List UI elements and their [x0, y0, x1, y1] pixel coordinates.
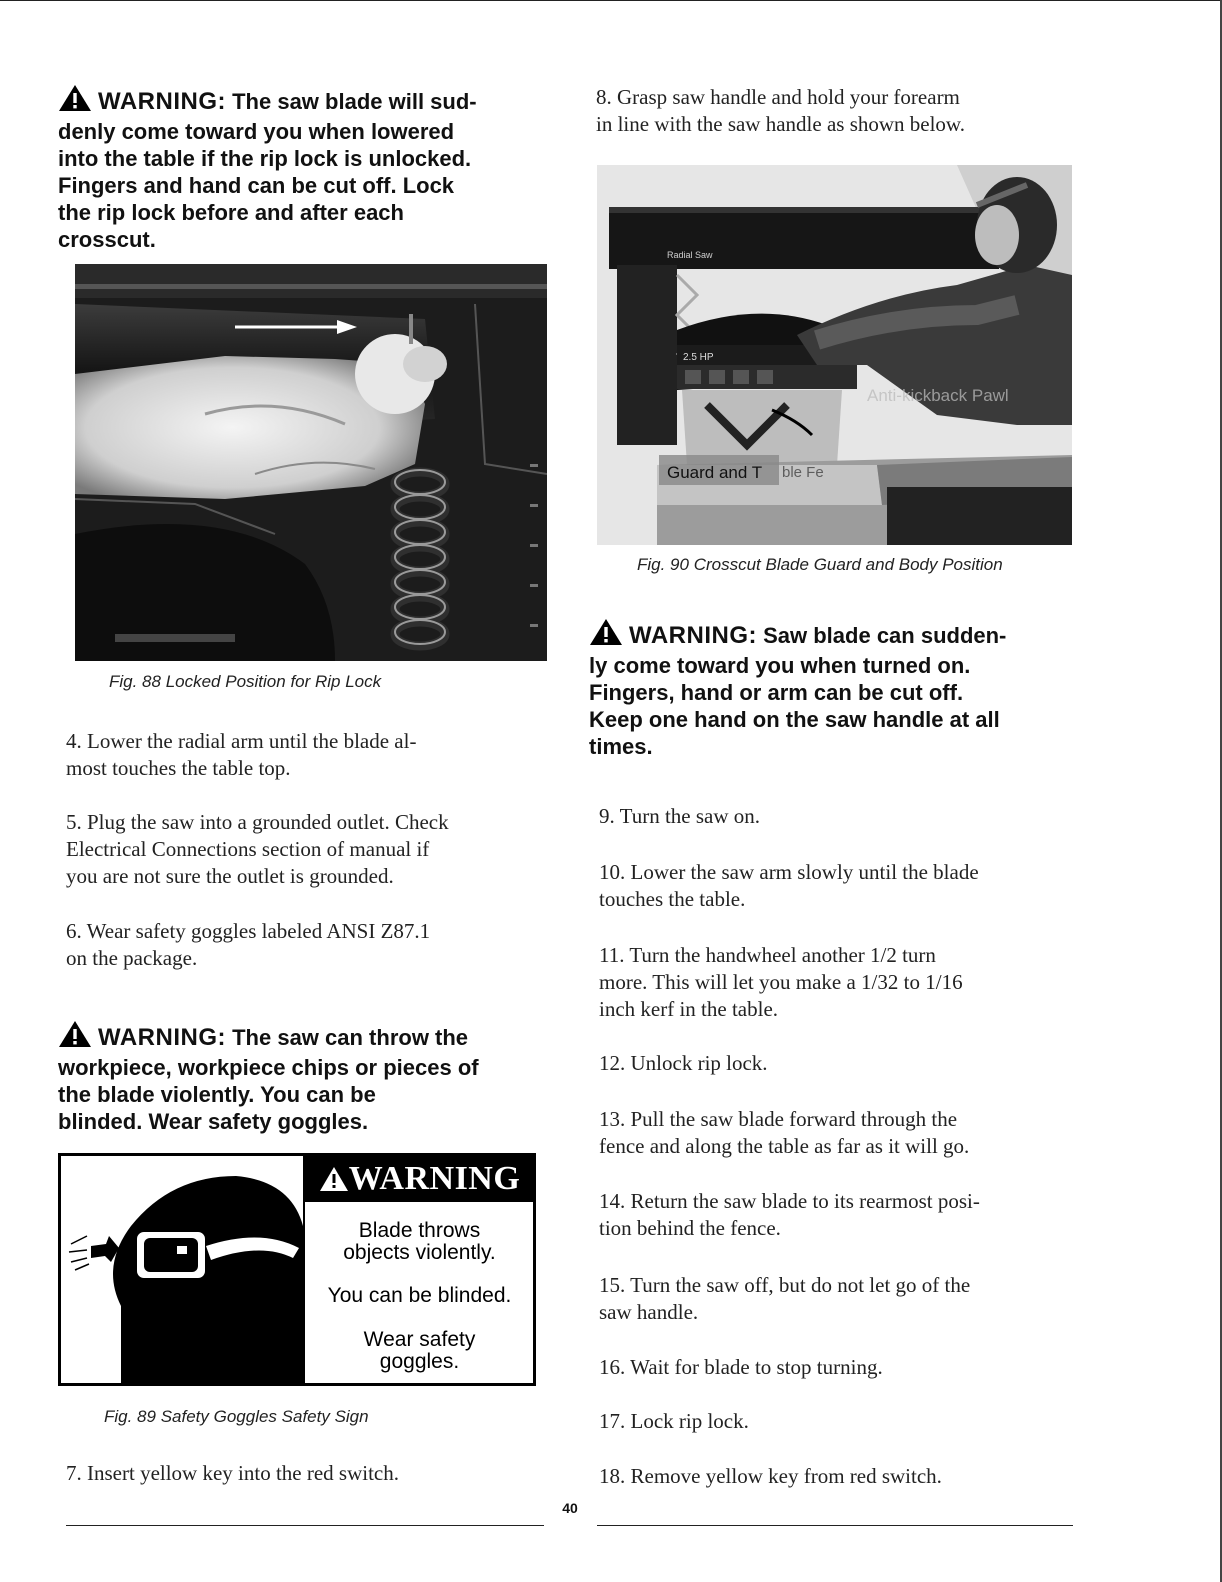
warning-line: The saw blade will sud-	[232, 89, 477, 114]
step-line: 12. Unlock rip lock.	[599, 1051, 768, 1075]
step-line: 7. Insert yellow key into the red switch.	[66, 1461, 400, 1485]
step-8	[596, 84, 1076, 138]
warning-line: ly come toward you when turned on.	[589, 653, 971, 678]
step-line: tion behind the fence.	[599, 1216, 781, 1240]
footer-rule-left	[66, 1525, 544, 1526]
page-border-top	[0, 0, 1222, 1]
warning-line: Fingers and hand can be cut off. Lock	[58, 173, 455, 198]
warning-line: Saw blade can sudden-	[763, 623, 1007, 648]
warning-line: Keep one hand on the saw handle at all	[589, 707, 1000, 732]
warning-triangle-icon	[58, 1020, 92, 1054]
step-line: saw handle.	[599, 1300, 699, 1324]
step-line: 14. Return the saw blade to its rearmost posi-	[599, 1189, 980, 1213]
safety-goggles-sign	[58, 1153, 536, 1386]
step-line: fence and along the table as far as it will go.	[599, 1134, 970, 1158]
fig88-caption: Fig. 88 Locked Position for Rip Lock	[109, 672, 382, 691]
step-9	[599, 803, 1079, 830]
step-13	[599, 1106, 1079, 1160]
step-11	[599, 942, 1079, 1023]
step-line: inch kerf in the table.	[599, 997, 779, 1021]
step-10	[599, 859, 1079, 913]
warning-line: into the table if the rip lock is unlocked.	[58, 146, 472, 171]
sign-line: Blade throws	[358, 1219, 481, 1242]
step-line: in line with the saw handle as shown below.	[596, 112, 965, 136]
warning-line: the blade violently. You can be	[58, 1082, 376, 1107]
step-18	[599, 1463, 1079, 1490]
sign-line: goggles.	[379, 1350, 460, 1373]
sign-header	[303, 1156, 536, 1202]
fig90-label-guard: Guard and T	[667, 463, 763, 482]
warning-line: The saw can throw the	[232, 1025, 469, 1050]
step-5	[66, 809, 546, 890]
step-line: 10. Lower the saw arm slowly until the blade	[599, 860, 979, 884]
warning-line: denly come toward you when lowered	[58, 119, 455, 144]
warning-line: the rip lock before and after each	[58, 200, 404, 225]
step-line: 6. Wear safety goggles labeled ANSI Z87.1	[66, 919, 431, 943]
step-line: 15. Turn the saw off, but do not let go of the	[599, 1273, 971, 1297]
page-number: 40	[562, 1500, 578, 1516]
warning-lead: WARNING:	[98, 1024, 226, 1051]
fig90-label-guard-tail: ble Fe	[782, 464, 824, 481]
step-line: 16. Wait for blade to stop turning.	[599, 1355, 883, 1379]
step-line: 4. Lower the radial arm until the blade al-	[66, 729, 417, 753]
step-4	[66, 728, 546, 782]
goggles-head-icon	[61, 1156, 303, 1384]
warning-line: workpiece, workpiece chips or pieces of	[58, 1055, 479, 1080]
step-15	[599, 1272, 1079, 1326]
step-line: you are not sure the outlet is grounded.	[66, 864, 394, 888]
warning-line: blinded. Wear safety goggles.	[58, 1109, 369, 1134]
step-line: 8. Grasp saw handle and hold your forearm	[596, 85, 960, 109]
warning-lead: WARNING:	[629, 622, 757, 649]
sign-header-text: WARNING	[348, 1160, 521, 1197]
step-line: 18. Remove yellow key from red switch.	[599, 1464, 942, 1488]
step-line: Electrical Connections section of manual if	[66, 837, 430, 861]
warning-lead: WARNING:	[98, 88, 226, 115]
fig90-label-hp: 2.5 HP	[683, 352, 714, 363]
step-7	[66, 1460, 546, 1487]
step-line: most touches the table top.	[66, 756, 291, 780]
fig90-photo	[597, 165, 1072, 545]
step-16	[599, 1354, 1079, 1381]
warning-line: Fingers, hand or arm can be cut off.	[589, 680, 964, 705]
fig90-caption: Fig. 90 Crosscut Blade Guard and Body Position	[637, 555, 1003, 574]
step-17	[599, 1408, 1079, 1435]
footer-rule-right	[597, 1525, 1073, 1526]
step-12	[599, 1050, 1079, 1077]
step-line: 11. Turn the handwheel another 1/2 turn	[599, 943, 936, 967]
step-line: 5. Plug the saw into a grounded outlet. Check	[66, 810, 449, 834]
step-line: 17. Lock rip lock.	[599, 1409, 749, 1433]
warning-sudden	[589, 618, 1079, 760]
step-line: on the package.	[66, 946, 198, 970]
warning-throw	[58, 1020, 548, 1135]
warning-rip-lock	[58, 84, 548, 253]
warning-triangle-icon	[319, 1166, 349, 1192]
step-6	[66, 918, 546, 972]
warning-triangle-icon	[589, 618, 623, 652]
sign-line: You can be blinded.	[327, 1284, 512, 1307]
sign-line: objects violently.	[343, 1241, 496, 1264]
sign-line: Wear safety	[363, 1328, 476, 1351]
step-line: 13. Pull the saw blade forward through the	[599, 1107, 958, 1131]
warning-triangle-icon	[58, 84, 92, 118]
fig90-label-machine: Radial Saw	[667, 250, 713, 260]
step-line: 9. Turn the saw on.	[599, 804, 761, 828]
step-14	[599, 1188, 1079, 1242]
step-line: more. This will let you make a 1/32 to 1/16	[599, 970, 963, 994]
warning-line: times.	[589, 734, 653, 759]
step-line: touches the table.	[599, 887, 746, 911]
fig89-caption: Fig. 89 Safety Goggles Safety Sign	[104, 1407, 369, 1426]
fig88-photo	[75, 264, 547, 661]
fig90-label-anti: Anti-kickback Pawl	[867, 386, 1009, 405]
warning-line: crosscut.	[58, 227, 156, 252]
